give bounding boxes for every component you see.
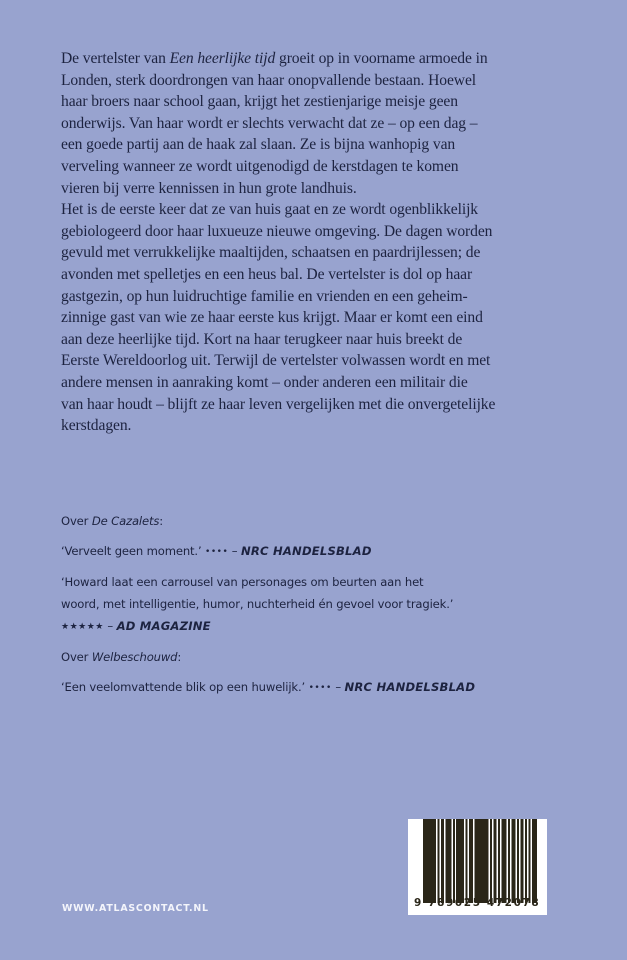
barcode-bars-icon (423, 819, 538, 903)
blurb-line: Londen, sterk doordrongen van haar onopvallende bestaan. Hoewel (61, 71, 477, 89)
heading-prefix: Over (61, 514, 92, 528)
rating-dots-icon: •••• (205, 547, 229, 557)
blurb-line: een goede partij aan de haak zal slaan. Ze is bijna wanhopig van (61, 136, 456, 154)
review-heading (61, 510, 581, 532)
quote-text: ‘Een veelomvattende blik op een huwelijk.’ (61, 680, 309, 694)
review-source: NRC HANDELSBLAD (344, 680, 476, 694)
review-heading (61, 646, 581, 668)
blurb-text: groeit op in voorname armoede in (275, 50, 488, 67)
review-attribution (61, 615, 581, 638)
dash: – (103, 619, 117, 633)
blurb-line: van haar houdt – blijft ze haar leven vergelijken met die onvergetelijke (61, 395, 496, 413)
book-title: Een heerlijke tijd (169, 50, 276, 67)
rating-dots-icon: •••• (308, 683, 332, 693)
blurb-line: kerstdagen. (61, 417, 132, 435)
blurb-line: gevuld met verrukkelijke maaltijden, schaatsen en paardrijlessen; de (61, 244, 481, 262)
dash: – (331, 680, 345, 694)
blurb-line: andere mensen in aanraking komt – onder anderen een militair die (61, 373, 468, 391)
blurb-line: Het is de eerste keer dat ze van huis gaat en ze wordt ogenblikkelijk (61, 201, 479, 219)
quote-text: ‘Verveelt geen moment.’ (61, 544, 206, 558)
blurb-line: verveling wanneer ze wordt uitgenodigd de kerstdagen te komen (61, 157, 459, 175)
blurb-line: gebiologeerd door haar luxueuze nieuwe omgeving. De dagen worden (61, 222, 493, 240)
blurb-line: gastgezin, op hun luidruchtige familie en vrienden en een geheim- (61, 287, 468, 305)
blurb-line: Eerste Wereldoorlog uit. Terwijl de vertelster volwassen wordt en met (61, 352, 491, 370)
heading-suffix: : (159, 514, 164, 528)
blurb-line: zinnige gast van wie ze haar eerste kus krijgt. Maar er komt een eind (61, 309, 483, 327)
blurb-line: haar broers naar school gaan, krijgt het zestienjarige meisje geen (61, 93, 458, 111)
review-quote: ‘Howard laat een carrousel van personages om beurten aan het (61, 575, 424, 589)
book-blurb (61, 48, 561, 437)
review-quote (61, 540, 581, 563)
rating-stars-icon: ★★★★★ (61, 622, 104, 632)
review-source: AD MAGAZINE (116, 619, 211, 633)
blurb-text: De vertelster van (61, 50, 170, 67)
review-quote (61, 676, 581, 699)
blurb-line: onderwijs. Van haar wordt er slechts verwacht dat ze – op een dag – (61, 114, 478, 132)
review-source: NRC HANDELSBLAD (240, 544, 372, 558)
heading-suffix: : (177, 650, 182, 664)
publisher-url[interactable]: WWW.ATLASCONTACT.NL (62, 903, 209, 914)
blurb-line (61, 48, 561, 70)
reviewed-book-title: Welbeschouwd (91, 650, 178, 664)
dash: – (228, 544, 241, 558)
isbn-barcode (408, 819, 547, 915)
review-quote: woord, met intelligentie, humor, nuchterheid én gevoel voor tragiek.’ (61, 597, 454, 611)
blurb-line: aan deze heerlijke tijd. Kort na haar terugkeer naar huis breekt de (61, 330, 463, 348)
reviewed-book-title: De Cazalets (91, 514, 160, 528)
blurb-line: avonden met spelletjes en een heus bal. De vertelster is dol op haar (61, 265, 473, 283)
press-reviews (61, 510, 581, 699)
blurb-line: vieren bij verre kennissen in hun grote landhuis. (61, 179, 357, 197)
isbn-digits: 9 789025 472078 (414, 897, 541, 909)
heading-prefix: Over (61, 650, 92, 664)
